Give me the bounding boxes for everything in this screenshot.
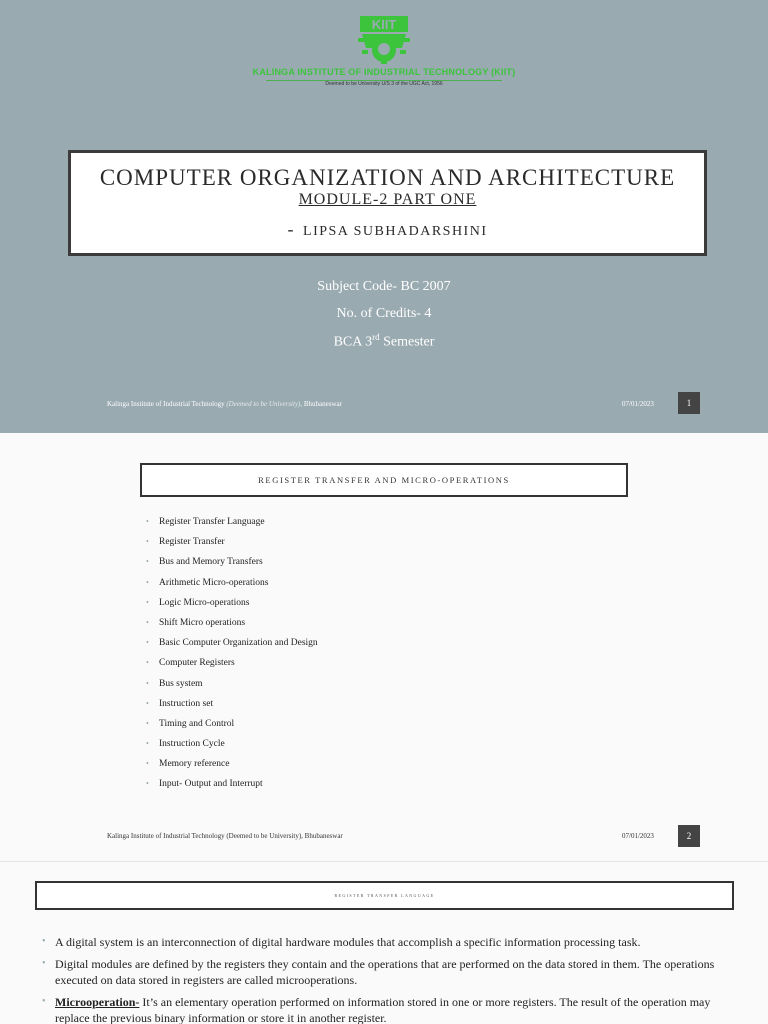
institution-name: KALINGA INSTITUTE OF INDUSTRIAL TECHNOLOGY (KIIT) — [252, 67, 516, 77]
semester-suffix: Semester — [379, 334, 435, 350]
list-item: • Computer Registers — [146, 656, 318, 676]
list-item: • Memory reference — [146, 757, 318, 777]
semester — [0, 332, 768, 351]
list-item: • A digital system is an interconnection of digital hardware modules that accomplish a specific information processing task. — [42, 934, 732, 950]
list-item: • Register Transfer — [146, 535, 318, 555]
author-dash: - — [287, 219, 296, 239]
footer-italic: (Deemed to be University), — [226, 400, 303, 408]
list-item: • Logic Micro-operations — [146, 596, 318, 616]
definition-text: It’s an elementary operation performed on information stored in one or more registers. The result of the operation may replace the previous binary information or store it in another register. — [55, 995, 711, 1024]
list-item: • Digital modules are defined by the registers they contain and the operations that are performed on the data stored in them. The operations executed on data stored in registers are called microoperations. — [42, 956, 732, 988]
page-number-badge: 2 — [678, 825, 700, 847]
bullet-list — [42, 934, 732, 1024]
module-subtitle: MODULE-2 PART ONE — [298, 191, 477, 208]
list-item — [42, 994, 732, 1024]
institution-tagline: Deemed to be University U/S 3 of the UGC Act, 1956 — [325, 81, 443, 87]
list-item: • Input- Output and Interrupt — [146, 777, 318, 797]
slide-heading: REGISTER TRANSFER LANGUAGE — [35, 881, 734, 910]
list-item: • Bus and Memory Transfers — [146, 555, 318, 575]
slide-footer: Kalinga Institute of Industrial Technology (Deemed to be University), Bhubaneswar — [107, 832, 343, 840]
semester-prefix: BCA 3 — [333, 334, 373, 350]
topic-list — [146, 515, 318, 798]
list-item: • Instruction Cycle — [146, 737, 318, 757]
title-box — [68, 150, 707, 256]
slide-heading: REGISTER TRANSFER AND MICRO-OPERATIONS — [140, 463, 628, 497]
author-name: LIPSA SUBHADARSHINI — [303, 224, 488, 239]
footer-main: Kalinga Institute of Industrial Technology — [107, 400, 227, 408]
list-item: • Arithmetic Micro-operations — [146, 576, 318, 596]
title-slide — [0, 0, 768, 433]
list-item: • Register Transfer Language — [146, 515, 318, 535]
list-item: • Basic Computer Organization and Design — [146, 636, 318, 656]
page-number-badge: 1 — [678, 392, 700, 414]
slide-footer — [107, 400, 342, 408]
term-microoperation: Microoperation- — [55, 995, 140, 1009]
author-line — [71, 219, 704, 240]
list-item: • Shift Micro operations — [146, 616, 318, 636]
footer-city: Bhubaneswar — [302, 400, 342, 408]
credits: No. of Credits- 4 — [336, 306, 432, 321]
kiit-logo-icon — [354, 14, 414, 64]
list-item: • Instruction set — [146, 697, 318, 717]
list-item: • Timing and Control — [146, 717, 318, 737]
svg-text:KIIT: KIIT — [371, 17, 397, 32]
rtl-slide — [0, 861, 768, 1024]
slide-date: 07/01/2023 — [622, 832, 654, 840]
semester-sup: rd — [372, 332, 380, 342]
presentation-title: COMPUTER ORGANIZATION AND ARCHITECTURE — [99, 165, 676, 190]
slide-date: 07/01/2023 — [622, 400, 654, 408]
subject-code: Subject Code- BC 2007 — [317, 279, 451, 294]
list-item: • Bus system — [146, 677, 318, 697]
contents-slide — [0, 433, 768, 861]
